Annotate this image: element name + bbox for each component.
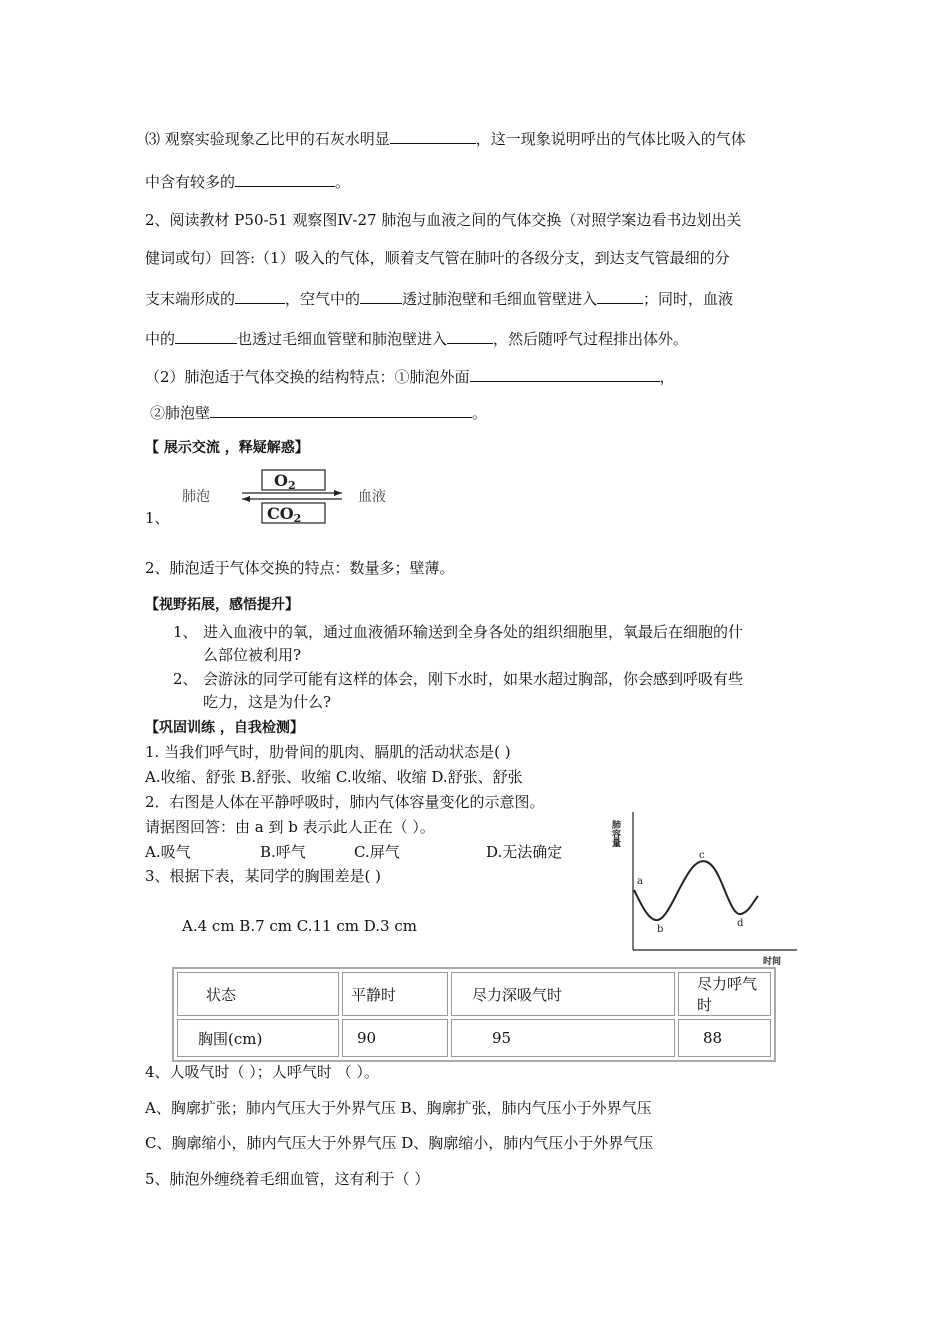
reading-text: 支末端形成的 [145,290,236,308]
table-row [177,972,771,1016]
table-cell: 90 [342,1019,448,1057]
q3-text-c: 中含有较多的 [145,173,236,191]
question-5: 5、肺泡外缠绕着毛细血管，这有利于（ ） [145,1170,430,1188]
reading-text: ，空气中的 [285,290,361,308]
reading-text: ②肺泡壁 [150,404,211,422]
co2-label: CO2 [267,504,302,525]
table-row-label: 胸围(cm) [177,1019,339,1057]
view-item-1-line2: 么部位被利用? [203,646,302,664]
x-axis-label: 时间 [763,957,782,967]
question-4-options-ab: A、胸廓扩张；肺内气压大于外界气压 B、胸廓扩张，肺内气压小于外界气压 [145,1099,652,1117]
reading-text: 透过肺泡壁和毛细血管壁进入 [402,290,598,308]
question-2-option-a: A.吸气 [145,843,191,861]
point-a-label: a [637,876,643,887]
blank[interactable] [235,288,285,304]
reading-line2: 健词或句）回答:（1）吸入的气体，顺着支气管在肺叶的各级分支，到达支气管最细的分 [145,249,730,267]
q3-text-b: ，这一现象说明呼出的气体比吸入的气体 [475,130,746,148]
alveoli-feature: 2、肺泡适于气体交换的特点：数量多；壁薄。 [145,559,455,577]
table-cell: 95 [451,1019,675,1057]
blank[interactable] [390,128,476,144]
question-2-line1: 2．右图是人体在平静呼吸时，肺内气体容量变化的示意图。 [145,793,545,811]
q3-text-d: 。 [335,173,351,191]
arrow-head-left-icon [242,496,250,502]
q3-text-a: ⑶ 观察实验现象乙比甲的石灰水明显 [145,130,390,148]
reading-text: 也透过毛细血管壁和肺泡壁进入 [237,330,448,348]
reading-text: 。 [472,404,488,422]
lung-volume-graph [605,812,810,972]
question-3: 3、根据下表，某同学的胸围差是( ) [145,867,382,885]
table-header-cell: 尽力深吸气时 [451,972,675,1016]
blank[interactable] [597,288,643,304]
reading-line6 [150,402,487,423]
blank[interactable] [235,171,335,187]
question-2-option-c: C.屏气 [354,843,400,861]
table-header-cell: 平静时 [342,972,448,1016]
y-axis-label: 肺容量 [610,820,620,847]
question-2-option-b: B.呼气 [260,843,306,861]
reading-text: ；同时，血液 [643,290,734,308]
o2-label: O2 [274,471,296,492]
reading-text: （2）肺泡适于气体交换的结构特点：①肺泡外面 [145,368,470,386]
question-1: 1. 当我们呼气时，肋骨间的肌肉、膈肌的活动状态是( ) [145,743,511,761]
gas-exchange-diagram [170,466,410,526]
table-row [177,1019,771,1057]
question-3-options: A.4 cm B.7 cm C.11 cm D.3 cm [182,917,417,935]
volume-curve [634,861,758,920]
section-heading-train: 【巩固训练 ，自我检测】 [145,720,304,736]
view-item-2-line1: 会游泳的同学可能有这样的体会，刚下水时，如果水超过胸部，你会感到呼吸有些 [203,670,744,688]
view-item-2-line2: 吃力，这是为什么? [203,693,332,711]
section-heading-show: 【 展示交流 ，释疑解惑】 [145,440,309,456]
table-header-cell: 状态 [177,972,339,1016]
section-heading-view: 【视野拓展，感悟提升】 [145,597,299,613]
table-header-cell: 尽力呼气时 [678,972,771,1016]
reading-text: ， [659,368,675,386]
blood-label: 血液 [358,489,386,505]
reading-line3 [145,288,733,309]
reading-line4 [145,328,688,349]
view-item-1-number: 1、 [173,623,198,641]
reading-text: ，然后随呼气过程排出体外。 [493,330,689,348]
blank[interactable] [360,288,402,304]
arrow-head-right-icon [334,490,342,496]
blank[interactable] [470,366,660,382]
exchange-number: 1、 [145,509,170,527]
q3-line2 [145,171,350,192]
blank[interactable] [175,328,237,344]
table-cell: 88 [678,1019,771,1057]
view-item-2-number: 2、 [173,670,198,688]
chest-circumference-table [172,967,776,1062]
question-4: 4、人吸气时（ ）；人呼气时 （ ）。 [145,1063,379,1081]
question-2-line2: 请据图回答：由 a 到 b 表示此人正在（ ）。 [145,818,435,836]
q3-line1 [145,128,746,149]
blank[interactable] [210,402,472,418]
reading-line5 [145,366,675,387]
point-c-label: c [699,850,705,861]
question-1-options: A.收缩、舒张 B.舒张、收缩 C.收缩、收缩 D.舒张、舒张 [145,768,523,786]
point-d-label: d [737,918,744,929]
blank[interactable] [447,328,493,344]
reading-text: 中的 [145,330,176,348]
question-4-options-cd: C、胸廓缩小，肺内气压大于外界气压 D、胸廓缩小，肺内气压小于外界气压 [145,1134,654,1152]
view-item-1-line1: 进入血液中的氧，通过血液循环输送到全身各处的组织细胞里，氧最后在细胞的什 [203,623,744,641]
reading-line1: 2、阅读教材 P50-51 观察图Ⅳ-27 肺泡与血液之间的气体交换（对照学案边看书边划出关 [145,211,742,229]
alveoli-label: 肺泡 [182,489,210,505]
point-b-label: b [657,924,664,935]
question-2-option-d: D.无法确定 [486,843,563,861]
